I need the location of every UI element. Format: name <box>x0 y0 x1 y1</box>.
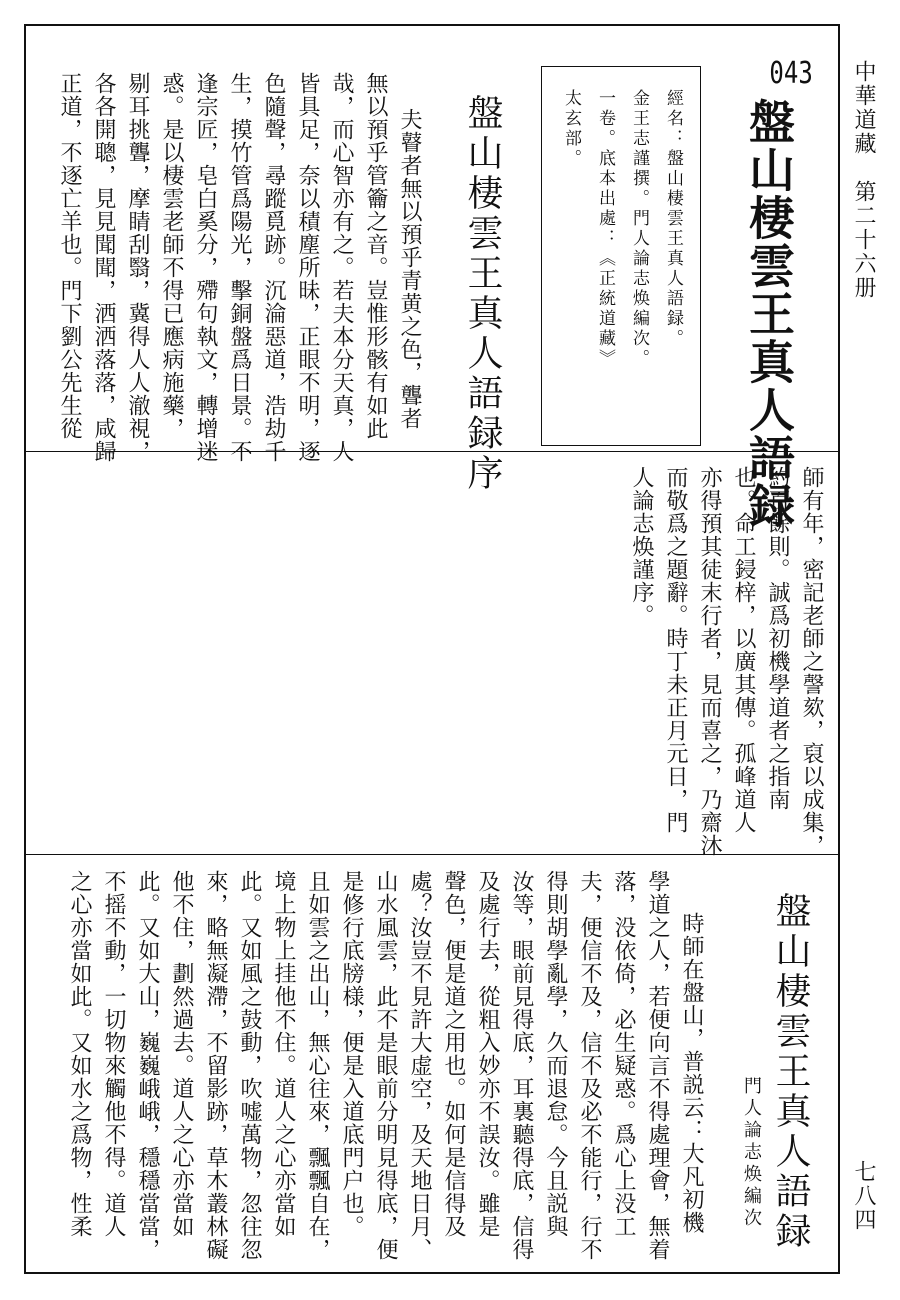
body-column: 是修行底牓様，便是入道底門户也。 <box>339 870 364 1238</box>
text-title: 盤山棲雲王真人語録 <box>742 98 796 530</box>
info-box <box>541 66 701 446</box>
preface-column: 惑。是以棲雲老師不得已應病施藥， <box>159 72 184 440</box>
body-column: 不摇不動，一切物來觸他不得。道人 <box>101 870 126 1238</box>
preface-column: 逢宗匠，皂白奚分，殢句執文，轉增迷 <box>193 72 218 463</box>
page-frame <box>24 24 840 1274</box>
info-line: 一卷。底本出處：《正統道藏》 <box>595 89 615 369</box>
middle-column: 也。命工鋟梓，以廣其傳。孤峰道人 <box>731 466 756 834</box>
body-column: 夫，便信不及，信不及必不能行，行不 <box>577 870 602 1261</box>
preface-title: 盤山棲雲王真人語録序 <box>462 94 503 494</box>
page-number: 七八四 <box>851 1160 876 1232</box>
body-column: 此。又如風之鼓動，吹嘘萬物，忽往忽 <box>237 870 262 1261</box>
body-column: 來，略無凝滯，不留影跡，草木叢林礙 <box>203 870 228 1261</box>
preface-column: 皆具足，奈以積塵所昧，正眼不明，逐 <box>295 72 320 463</box>
preface-column: 剔耳挑聾，摩睛刮翳，冀得人人澈視， <box>125 72 150 463</box>
preface-column: 正道，不逐亡羊也。門下劉公先生從 <box>57 72 82 440</box>
preface-column: 色隨聲，尋蹤覓跡。沉淪惡道，浩劫千 <box>261 72 286 463</box>
preface-column: 夫瞽者無以預乎青黄之色，聾者 <box>397 108 422 430</box>
body-column: 得則胡學亂學，久而退怠。今且説與 <box>543 870 568 1238</box>
body-column: 時師在盤山，普説云：大凡初機 <box>679 912 704 1234</box>
info-line: 太玄部。 <box>561 89 581 169</box>
body-column: 落，没依倚，必生疑惑。爲心上没工 <box>611 870 636 1238</box>
body-column: 山水風雲，此不是眼前分明見得底，便 <box>373 870 398 1261</box>
text-number: 043 <box>769 56 813 91</box>
body-column: 且如雲之出山，無心往來，飄飄自在， <box>305 870 330 1261</box>
preface-column: 無以預乎管籥之音。豈惟形骸有如此 <box>363 72 388 440</box>
body-column: 此。又如大山，巍巍峨峨，穩穩當當， <box>135 870 160 1261</box>
preface-column: 各各開聰，見見聞聞，洒洒落落，咸歸 <box>91 72 116 463</box>
middle-column: 師有年，密記老師之謦欬，裒以成集， <box>799 466 824 857</box>
section-title: 盤山棲雲王真人語録 <box>770 892 811 1252</box>
body-column: 學道之人，若便向言不得處理會，無着 <box>645 870 670 1261</box>
middle-column: 而敬爲之題辭。時丁未正月元日，門 <box>663 466 688 834</box>
middle-column: 亦得預其徒末行者，見而喜之，乃齋沐 <box>697 466 722 857</box>
body-column: 汝等，眼前見得底，耳裏聽得底，信得 <box>509 870 534 1261</box>
body-column: 之心亦當如此。又如水之爲物，性柔 <box>67 870 92 1238</box>
preface-column: 生，摸竹管爲陽光，擊銅盤爲日景。不 <box>227 72 252 463</box>
running-header: 中華道藏 第二十六册 <box>851 60 876 300</box>
body-column: 他不住，劃然過去。道人之心亦當如 <box>169 870 194 1238</box>
section-author: 門人論志焕編次 <box>741 1076 762 1230</box>
body-column: 聲色，便是道之用也。如何是信得及 <box>441 870 466 1238</box>
info-line: 經名：盤山棲雲王真人語録。 <box>663 89 683 349</box>
middle-column: 約百餘則。誠爲初機學道者之指南 <box>765 466 790 811</box>
body-column: 境上物上挂他不住。道人之心亦當如 <box>271 870 296 1238</box>
middle-column: 人論志焕謹序。 <box>629 466 654 627</box>
info-line: 金王志謹撰。門人論志焕編次。 <box>629 89 649 369</box>
body-column: 及處行去，從粗入妙亦不誤汝。雖是 <box>475 870 500 1238</box>
body-column: 處？汝豈不見許大虚空，及天地日月、 <box>407 870 432 1261</box>
preface-column: 哉，而心智亦有之。若夫本分天真，人 <box>329 72 354 463</box>
